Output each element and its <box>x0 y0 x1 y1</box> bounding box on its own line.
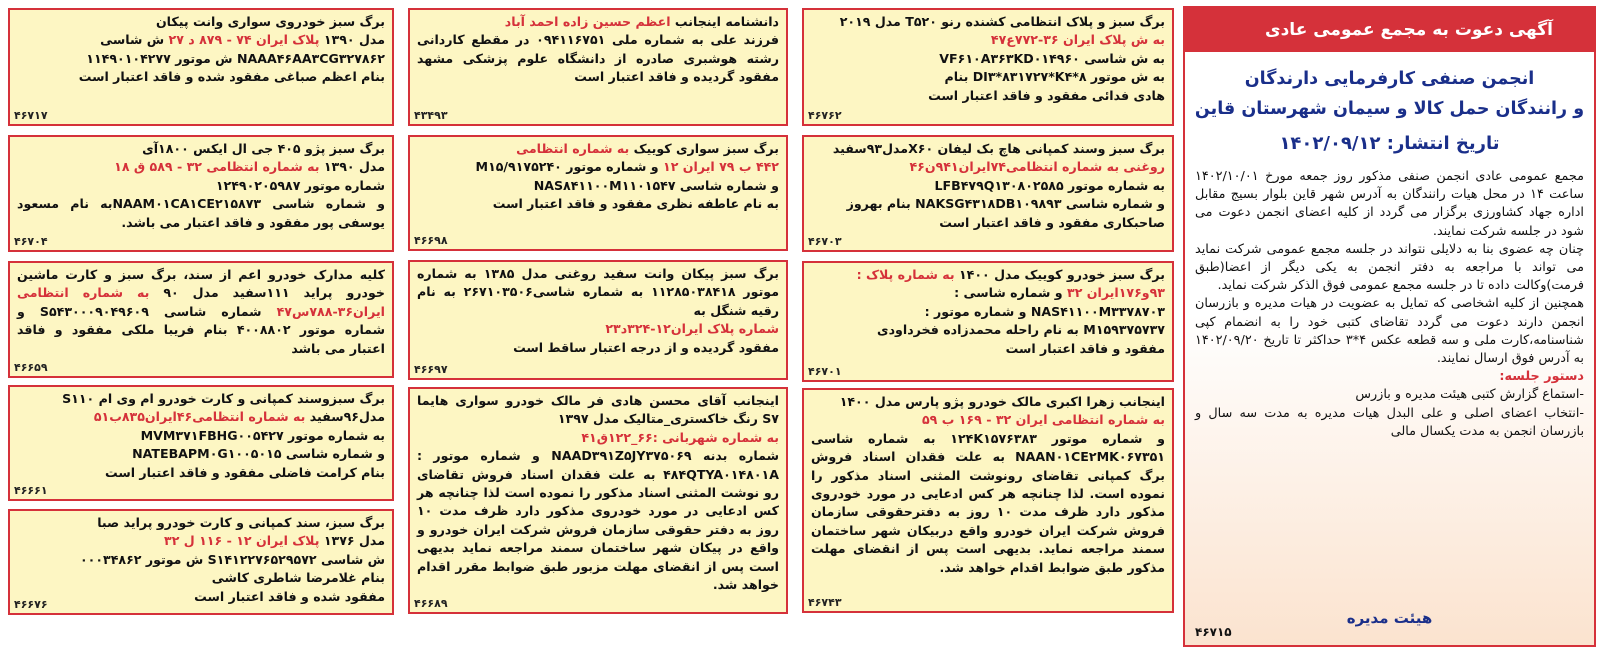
ad-text: شماره شاسی S۵۴۳۰۰۰۹۰۴۹۶۰۹ و شماره موتور ۴۰۰۸۸۰۲ بنام فریبا ملکی مفقود و فاقد اعتبار می باشد <box>17 303 385 356</box>
ad-code: ۴۶۶۸۹ <box>414 597 448 610</box>
ad-text: برگ سبز سواری کوییک <box>633 141 779 156</box>
ad-code: ۴۶۷۱۵ <box>1195 625 1232 639</box>
ad-text: برگ سبز خودرو کوییک مدل ۱۴۰۰ <box>959 267 1165 282</box>
org-line-2: و رانندگان حمل کالا و سیمان شهرستان قاین <box>1194 99 1585 119</box>
ad-text: مدل ۱۳۷۶ <box>323 533 385 549</box>
ad-text: و شماره موتور ۱۲۴K۱۵۷۶۳۸۳ به شماره شاسی NAAN۰۱CE۲MK۰۶۷۳۵۱ به علت فقدان اسناد فروش برگ کمپانی تقاضای رونوشت المثنی اسناد مذکور را نموده است. لذا چنانچه هر کس ادعایی در مورد خودروی مذکور دارد ظرف مدت ۱۰ روز به دفترحقوقی سازمان فروش شرکت ایران خودرو واقع دربیکان شهر ساختمان سمند مراجعه نماید. بدیهی است پس از انقضای مهلت مذکور طبق ضوابط اقدام خواهد شد. <box>811 430 1165 575</box>
lost-document-ad <box>8 261 394 378</box>
notice-banner: آگهی دعوت به مجمع عمومی عادی <box>1184 8 1594 52</box>
ad-text: به ش شاسی VF۶۱۰A۳۶۳KD۰۱۴۹۶۰ <box>939 50 1165 66</box>
ad-text: هادی فدائی مفقود و فاقد اعتبار است <box>928 87 1165 103</box>
plate-number: شماره پلاک ایران۱۲-۳۲۴د۲۳ <box>605 321 779 337</box>
ad-text: به نام عاطفه نظری مفقود و فاقد اعتبار است <box>492 196 779 212</box>
ad-text: ش شاسی S۱۴۱۲۲۷۶۵۲۹۵۷۲ ش موتور ۰۰۰۳۴۸۶۲ <box>80 551 385 567</box>
ad-code: ۴۶۷۰۳ <box>808 235 842 248</box>
ad-text: مفقود شده و فاقد اعتبار است <box>194 588 385 604</box>
ad-text: برگ سبز وسند کمپانی هاچ بک لیفان X۶۰مدل۹۳سفید <box>832 141 1165 156</box>
agenda-item: -انتخاب اعضای اصلی و علی البدل هیات مدیره به مدت سه سال و بازرسان انجمن به مدت یکسال مالی <box>1195 405 1584 439</box>
ad-text: صاحبکاری مفقود و فاقد اعتبار است <box>939 214 1165 230</box>
lost-document-ad <box>8 8 394 126</box>
ad-text: مفقود و فاقد اعتبار است <box>1005 340 1165 356</box>
lost-document-ad <box>8 385 394 501</box>
lost-document-ad <box>408 387 788 614</box>
plate-label: به شماره پلاک : <box>856 267 955 282</box>
plate-number: به شماره انتظامی ایران۳۶-۷۸۸س۴۷ <box>17 285 385 319</box>
publish-date: تاریخ انتشار: ۱۴۰۲/۰۹/۱۲ <box>1279 133 1500 154</box>
ad-code: ۴۶۶۷۶ <box>14 598 48 611</box>
plate-number: ۹۳و۱۷۶ایران ۳۲ <box>1067 285 1165 301</box>
ad-code: ۴۶۷۰۱ <box>808 365 842 378</box>
ad-text: مفقود گردیده و از درجه اعتبار ساقط است <box>513 339 779 355</box>
plate-number: به شماره انتظامی ایران ۳۲ - ۱۶۹ ب ۵۹ <box>921 412 1165 428</box>
lost-document-ad <box>8 509 394 615</box>
ad-text: برگ سبز، سند کمپانی و کارت خودرو پراید صبا <box>97 515 385 530</box>
plate-number: به شماره انتظامی ۳۲ - ۵۸۹ ق ۱۸ <box>114 159 320 175</box>
ad-text: ش شاسی <box>100 32 165 48</box>
notice-text <box>1195 168 1584 441</box>
ad-text: کلیه مدارک خودرو اعم از سند، برگ سبز و کارت ماشین خودرو پراید ۱۱۱سفید مدل ۹۰ <box>17 267 385 301</box>
ad-text: برگ سبز پژو ۴۰۵ جی ال ایکس ۱۸۰۰آی <box>142 141 385 156</box>
notice-paragraph-3: همچنین از کلیه اشخاصی که تمایل به عضویت در هیات مدیره و بازرسان انجمن دارند دعوت می گردد تقاضای کتبی خود را به انضمام کپی شناسنامه،کارت ملی و سه قطعه عکس ۴*۳ حداکثر تا تاریخ ۱۴۰۲/۰۹/۲۰ به آدرس فوق ارسال نمایند. <box>1195 296 1584 367</box>
ad-code: ۴۶۶۶۱ <box>14 484 48 497</box>
ad-text: و شماره شاسی NAAM۰۱CA۱CE۲۱۵۸۷۳به نام مسعود یوسفی پور مفقود و فاقد اعتبار می باشد. <box>17 196 385 230</box>
plate-number: به شماره شهربانی :۶۶_۱۲۲ق۴۱ <box>581 429 779 445</box>
ad-text: مدل ۱۳۹۰ <box>323 159 385 175</box>
lost-document-ad <box>802 388 1174 613</box>
ad-text: به ش موتور DI۳*۸۳۱۷۲۷*K۴*۸ بنام <box>944 69 1165 85</box>
general-assembly-notice <box>1183 6 1596 647</box>
ad-text: بنام اعظم صباغی مفقود شده و فاقد اعتبار است <box>78 69 385 85</box>
ad-text: مدل۹۶سفید <box>309 409 385 425</box>
agenda-item: -استماع گزارش کتبی هیئت مدیره و بازرس <box>1355 387 1584 403</box>
ad-text: و شماره شاسی : <box>954 285 1063 301</box>
plate-number: به ش پلاک ایران ۳۶-۷۷۲ع۴۷ <box>990 32 1165 48</box>
ad-text: مدل ۱۳۹۰ <box>323 32 385 48</box>
ad-code: ۴۶۶۹۷ <box>414 363 448 376</box>
plate-number: روغنی به شماره انتظامی۷۴ایران۹۴۱ن۴۶ <box>909 159 1165 175</box>
ad-text: و شماره شاسی NATEBAPM۰G۱۰۰۵۰۱۵ <box>132 446 385 462</box>
lost-document-ad <box>408 8 788 126</box>
lost-document-ad <box>8 135 394 252</box>
plate-label: به شماره انتظامی <box>516 141 630 156</box>
ad-text: اینجانب زهرا اکبری مالک خودرو پژو پارس مدل ۱۴۰۰ <box>839 394 1165 409</box>
ad-text: M۱۵۹۳۷۵۷۳۷ به نام راحله محمدزاده فخرداودی <box>877 322 1165 338</box>
ad-text: و شماره شاسی NAKSG۴۳۱۸DB۱۰۹۸۹۳ بنام بهروز <box>846 196 1165 212</box>
notice-signature: هیئت مدیره <box>1346 609 1433 627</box>
organization-name <box>1185 64 1594 124</box>
ad-text: فرزند علی به شماره ملی ۰۹۴۱۱۶۷۵۱ در مقطع کاردانی رشته هوشبری صادره از دانشگاه علوم پزشکی مشهد مفقود گردیده و فاقد اعتبار است <box>417 32 779 85</box>
ad-code: ۴۶۷۱۷ <box>14 109 48 122</box>
plate-number: ۴۴۲ ب ۷۹ ایران ۱۲ <box>663 159 779 175</box>
ad-text: شماره موتور ۱۲۴۹۰۲۰۵۹۸۷ <box>215 177 385 193</box>
ad-text: برگ سبز پیکان وانت سفید روغنی مدل ۱۳۸۵ به شماره موتور ۱۱۲۸۵۰۳۸۴۱۸ به شماره شاسی۲۶۷۱۰۳۵۰۶ به نام رقیه شنگل به <box>417 266 779 318</box>
org-line-1: انجمن صنفی کارفرمایی دارندگان <box>1244 69 1535 89</box>
ad-text: بنام کرامت فاضلی مفقود و فاقد اعتبار است <box>105 464 385 480</box>
lost-document-ad <box>408 260 788 380</box>
ad-text: به شماره موتور LFB۴۷۹Q۱۳۰۸۰۲۵۸۵ <box>934 177 1165 193</box>
ad-text: NAAA۴۶AA۳CG۳۲۷۸۶۲ ش موتور ۱۱۴۹۰۱۰۴۲۷۷ <box>86 50 385 66</box>
ad-text: و شماره شاسی NAS۸۴۱۱۰۰M۱۱۰۱۵۴۷ <box>533 177 779 193</box>
ad-code: ۴۶۶۹۸ <box>414 234 448 247</box>
ad-text: دانشنامه اینجانب <box>674 14 779 29</box>
ad-text: به شماره موتور MVM۳۷۱FBHG۰۰۵۴۲۷ <box>140 427 385 443</box>
ad-code: ۴۳۴۹۳ <box>414 109 448 122</box>
plate-number: پلاک ایران ۷۴ - ۸۷۹ د ۲۷ <box>168 32 320 48</box>
notice-paragraph-2: چنان چه عضوی بنا به دلایلی نتواند در جلسه مجمع عمومی شرکت نماید می تواند با مراجعه به دفتر انجمن به یکی دیگر از اعضا(طبق فرمت)وکالت داده تا در جلسه مجمع عمومی فوق الذکر شرکت نماید. <box>1195 241 1584 294</box>
ad-text: شماره بدنه NAAD۳۹۱Z۵JY۳۷۵۰۶۹ و شماره موتور : ۴۸۴QTYA۰۱۴۸۰۱A به علت فقدان اسناد فروش تقاضای رو نوشت المثنی اسناد مذکور را نموده است لذا چنانچه هر کس ادعایی در مورد خودروی مذکور دارد ظرف مدت ۱۰ روز به دفتر حقوقی سازمان فروش شرکت ایران خودرو و واقع در پیکان شهر ساختمان سمند مراجعه نماید بدیهی است پس از انقضای مهلت مزبور طبق ضوابط مقرر اقدام خواهد شد. <box>417 448 779 593</box>
plate-number: پلاک ایران ۱۲ - ۱۱۶ ل ۳۲ <box>164 533 320 549</box>
owner-name: اعظم حسین زاده احمد آباد <box>504 14 671 29</box>
ad-text: برگ سبز و پلاک انتظامی کشنده رنو T۵۲۰ مدل ۲۰۱۹ <box>839 14 1165 29</box>
notice-paragraph-1: مجمع عمومی عادی انجمن صنفی مذکور روز جمعه مورخ ۱۴۰۲/۱۰/۰۱ ساعت ۱۴ در محل هیات رانندگان به آدرس شهر قاین بلوار بسیج مقابل اداره جهاد کشاورزی برگزار می گردد از کلیه اعضای انجمن دعوت می شود در جلسه شرکت نمایند. <box>1195 169 1585 239</box>
lost-document-ad <box>802 135 1174 252</box>
ad-text: اینجانب آقای محسن هادی فر مالک خودرو سواری هایما S۷ رنگ خاکستری_متالیک مدل ۱۳۹۷ <box>417 393 779 427</box>
plate-number: به شماره انتظامی۴۶ایران۸۳۵ب۵۱ <box>93 409 306 425</box>
ad-text: و شماره موتور M۱۵/۹۱۷۵۲۴۰ <box>475 159 659 175</box>
ad-text: بنام غلامرضا شاطری کاشی <box>211 570 385 586</box>
ad-text: NAS۴۱۱۰۰M۳۳۷۸۷۰۳ و شماره موتور : <box>924 303 1165 319</box>
ad-code: ۴۶۷۶۲ <box>808 109 842 122</box>
ad-text: برگ سبز خودروی سواری وانت پیکان <box>155 14 385 29</box>
lost-document-ad <box>408 135 788 251</box>
ad-code: ۴۶۶۵۹ <box>14 361 48 374</box>
ad-text: برگ سبزوسند کمپانی و کارت خودرو ام وی ام S۱۱۰ <box>62 391 385 406</box>
ad-code: ۴۶۷۰۴ <box>14 235 48 248</box>
lost-document-ad <box>802 261 1174 382</box>
agenda-title: دستور جلسه: <box>1499 369 1584 385</box>
ad-code: ۴۶۷۴۳ <box>808 596 842 609</box>
lost-document-ad <box>802 8 1174 126</box>
